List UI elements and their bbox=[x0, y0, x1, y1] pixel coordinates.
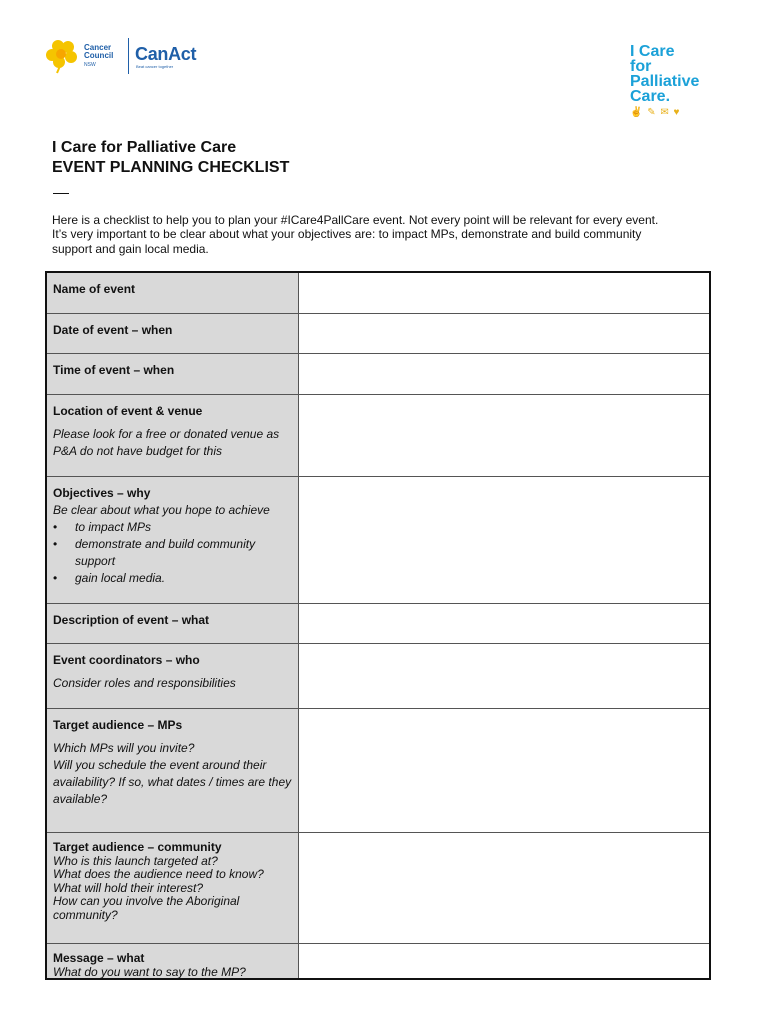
row-label-cell: Description of event – what bbox=[47, 604, 299, 643]
row-message bbox=[47, 944, 709, 978]
cancer-council-canact-logo bbox=[46, 36, 206, 80]
logo-divider bbox=[128, 38, 129, 74]
target-mps-field[interactable] bbox=[299, 709, 709, 832]
list-item: • demonstrate and build community support bbox=[53, 536, 292, 570]
title-rule bbox=[53, 193, 69, 194]
row-label-cell: Date of event – when bbox=[47, 314, 299, 353]
row-target-community bbox=[47, 833, 709, 944]
row-label-cell: Name of event bbox=[47, 273, 299, 313]
objectives-field[interactable] bbox=[299, 477, 709, 603]
message-field[interactable] bbox=[299, 944, 709, 978]
event-coordinators-field[interactable] bbox=[299, 644, 709, 708]
canact-wordmark: CanAct bbox=[135, 44, 197, 64]
i-care-palliative-logo: I Care for Palliative Care. ✌ ✎ ✉ ♥ bbox=[630, 43, 700, 118]
name-of-event-field[interactable] bbox=[299, 273, 709, 313]
row-label-cell: Event coordinators – who Consider roles and responsibilities bbox=[47, 644, 299, 708]
care-icons: ✌ ✎ ✉ ♥ bbox=[630, 107, 681, 118]
row-description bbox=[47, 604, 709, 644]
row-event-coordinators bbox=[47, 644, 709, 709]
cancer-council-wordmark: Cancer Council NSW bbox=[84, 43, 114, 68]
target-community-field[interactable] bbox=[299, 833, 709, 943]
time-of-event-field[interactable] bbox=[299, 354, 709, 394]
list-item: • to impact MPs bbox=[53, 519, 292, 536]
checklist-table bbox=[45, 271, 711, 980]
row-time-of-event bbox=[47, 354, 709, 395]
page-subtitle: EVENT PLANNING CHECKLIST bbox=[52, 159, 290, 176]
page-title: I Care for Palliative Care bbox=[52, 139, 237, 156]
date-of-event-field[interactable] bbox=[299, 314, 709, 353]
canact-tagline: Beat cancer together bbox=[136, 64, 174, 69]
row-date-of-event bbox=[47, 314, 709, 354]
row-location bbox=[47, 395, 709, 477]
list-item: • gain local media. bbox=[53, 570, 292, 587]
intro-paragraph: Here is a checklist to help you to plan your #ICare4PallCare event. Not every point will be relevant for every event. It’s very important to be clear about what your objectives are: to impact MPs, demonstrate and build community support and gain local media. bbox=[52, 213, 659, 256]
daffodil-icon bbox=[46, 38, 82, 74]
row-target-mps bbox=[47, 709, 709, 833]
row-objectives bbox=[47, 477, 709, 604]
description-field[interactable] bbox=[299, 604, 709, 643]
row-label-cell: Message – what What do you want to say to the MP? bbox=[47, 944, 299, 978]
objectives-list bbox=[53, 519, 292, 587]
row-label-cell: Location of event & venue Please look for a free or donated venue as P&A do not have budget for this bbox=[47, 395, 299, 476]
row-name-of-event bbox=[47, 273, 709, 314]
row-label-cell: Time of event – when bbox=[47, 354, 299, 394]
row-label-cell: Target audience – MPs Which MPs will you invite? Will you schedule the event around their availability? If so, what dates / times are they available? bbox=[47, 709, 299, 832]
location-field[interactable] bbox=[299, 395, 709, 476]
row-label-cell: Objectives – why Be clear about what you hope to achieve • to impact MPs • demonstrate and build community support • gain local media. bbox=[47, 477, 299, 603]
row-label-cell: Target audience – community Who is this launch targeted at? What does the audience need to know? What will hold their interest? How can you involve the Aboriginal community? bbox=[47, 833, 299, 943]
